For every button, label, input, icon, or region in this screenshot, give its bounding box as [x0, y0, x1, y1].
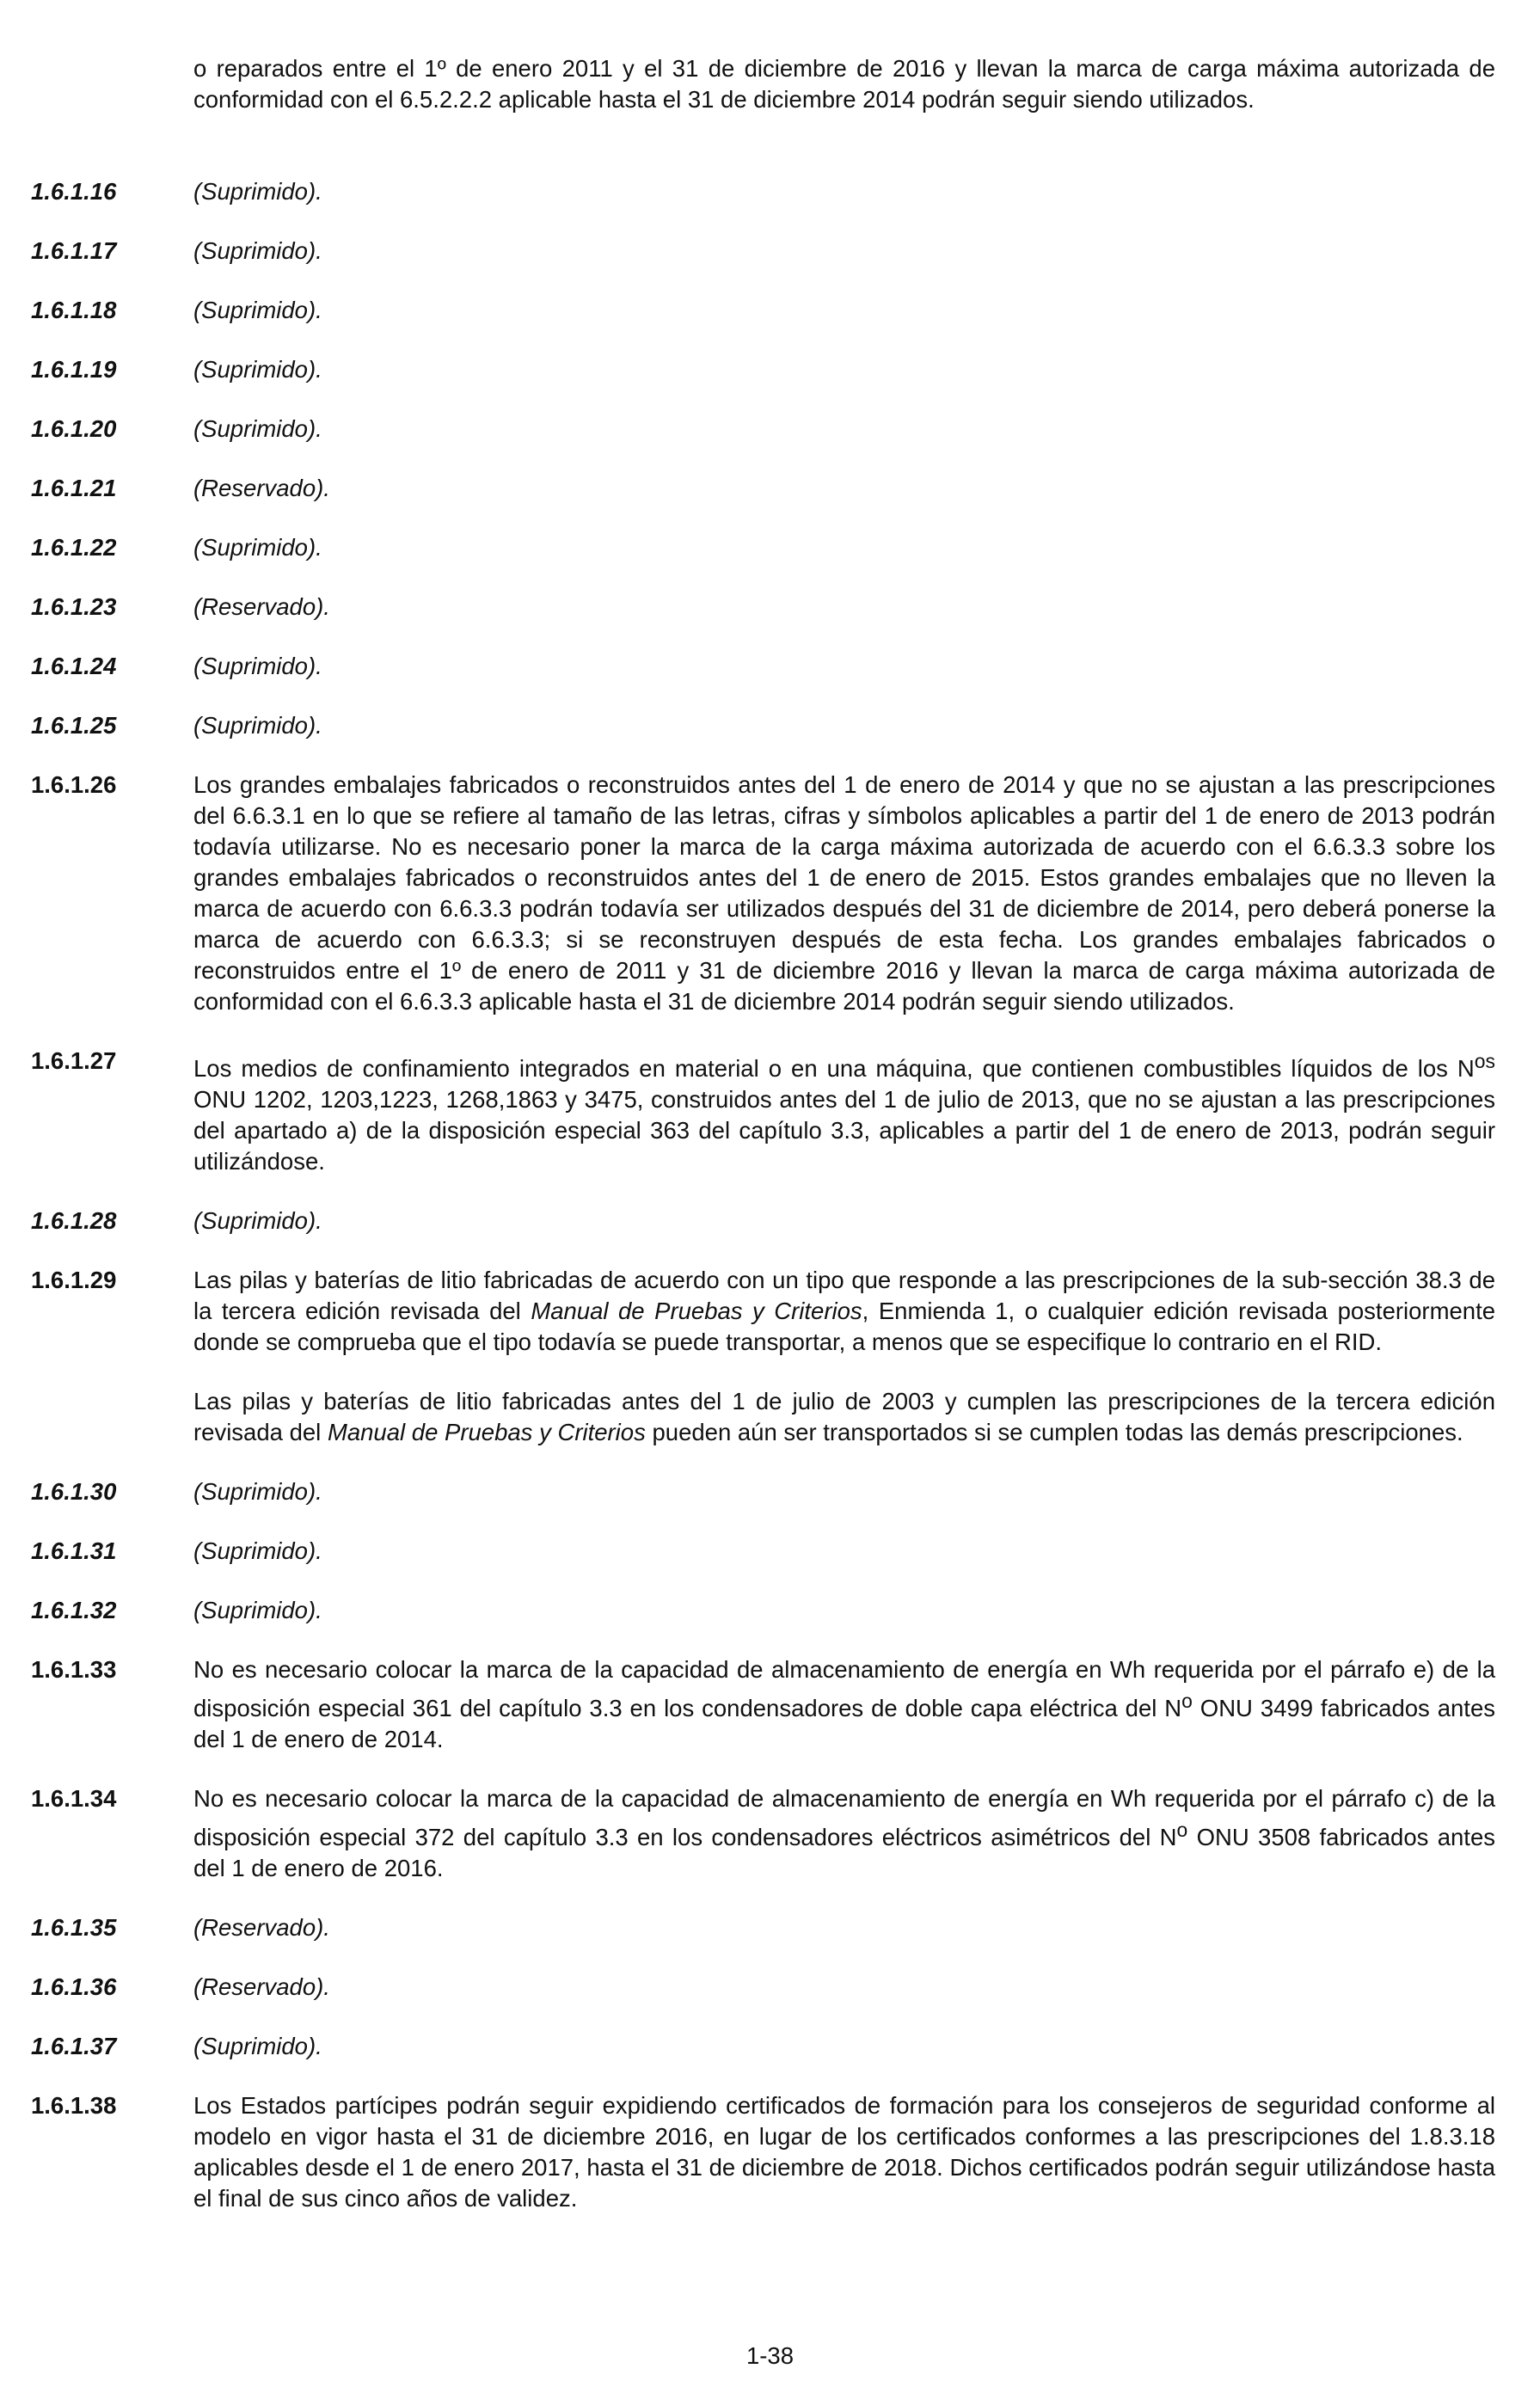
entry-number: 1.6.1.24 [31, 653, 117, 679]
entry-1-6-1-32 [31, 1595, 1495, 1626]
entry-1-6-1-29 [31, 1265, 1495, 1448]
entry-1-6-1-33 [31, 1654, 1495, 1755]
entry-1-6-1-31 [31, 1536, 1495, 1567]
entry-number: 1.6.1.34 [31, 1785, 117, 1813]
paragraph [193, 1386, 1495, 1448]
entry-1-6-1-34 [31, 1783, 1495, 1884]
entry-text: (Suprimido). [193, 534, 322, 561]
entry-text-part: ONU 1202, 1203,1223, 1268,1863 y 3475, construidos antes del 1 de julio de 2013, que no se ajustan a las prescripciones del apartado a) de la disposición especial 363 del capítulo 3.3, aplicables a partir del 1 de enero de 2013, podrán seguir utilizándose. [193, 1086, 1495, 1175]
entry-1-6-1-22 [31, 532, 1495, 563]
entry-text: (Suprimido). [193, 415, 322, 442]
entry-text-part: ONU 3499 fabricados antes del 1 de enero de 2014. [193, 1695, 1495, 1753]
entry-text: (Suprimido). [193, 178, 322, 205]
page-number: 1-38 [745, 2342, 795, 2369]
superscript: o [1181, 1690, 1193, 1713]
entry-number: 1.6.1.36 [31, 1973, 117, 2001]
entry-number: 1.6.1.17 [31, 237, 117, 264]
entry-text [193, 1265, 1495, 1448]
entry-1-6-1-18 [31, 295, 1495, 326]
entry-text: (Suprimido). [193, 1597, 322, 1624]
entry-text: (Suprimido). [193, 356, 322, 383]
entry-number: 1.6.1.35 [31, 1914, 117, 1942]
entry-1-6-1-38 [31, 2090, 1495, 2214]
entry-text: (Suprimido). [193, 1207, 322, 1235]
manual-title: Manual de Pruebas y Criterios [531, 1298, 862, 1325]
entry-number: 1.6.1.19 [31, 356, 117, 383]
entry-1-6-1-27 [31, 1046, 1495, 1177]
entry-text-part: ONU 3508 fabricados antes del 1 de enero de 2016. [193, 1824, 1495, 1882]
entry-text [193, 1654, 1495, 1755]
entry-text: (Suprimido). [193, 2033, 322, 2060]
entry-text: (Suprimido). [193, 297, 322, 323]
entry-text-part: Las pilas y baterías de litio fabricadas de acuerdo con un tipo que responde a las prescripciones de la sub-sección 38.3 de la tercera edición revisada del [193, 1267, 1495, 1325]
intro-paragraph: o reparados entre el 1º de enero 2011 y el 31 de diciembre de 2016 y llevan la marca de carga máxima autorizada de conformidad con el 6.5.2.2.2 aplicable hasta el 31 de diciembre 2014 podrán seguir siendo utilizados. [193, 55, 1495, 113]
manual-title: Manual de Pruebas y Criterios [327, 1419, 646, 1446]
entry-1-6-1-26 [31, 770, 1495, 1017]
entry-1-6-1-17 [31, 236, 1495, 267]
entry-number: 1.6.1.26 [31, 771, 117, 798]
entry-text-part: Los medios de confinamiento integrados en material o en una máquina, que contienen combustibles líquidos de los N [193, 1055, 1475, 1083]
entry-text [193, 1783, 1495, 1884]
entry-number: 1.6.1.18 [31, 297, 117, 323]
entry-number: 1.6.1.38 [31, 2092, 117, 2120]
entry-text-part: No es necesario colocar la marca de la capacidad de almacenamiento de energía en Wh requerida por el párrafo c) de la disposición especial 372 del capítulo 3.3 en los condensadores eléctricos asimétricos del N [193, 1785, 1495, 1851]
entry-number: 1.6.1.33 [31, 1656, 117, 1684]
entry-number: 1.6.1.22 [31, 534, 117, 561]
entry-1-6-1-37 [31, 2031, 1495, 2062]
entry-text: (Suprimido). [193, 1537, 322, 1565]
entry-text-part: Las pilas y baterías de litio fabricadas antes del 1 de julio de 2003 y cumplen las prescripciones de la tercera edición revisada del [193, 1388, 1495, 1446]
entry-text [193, 1046, 1495, 1177]
entry-1-6-1-28 [31, 1206, 1495, 1236]
entry-number: 1.6.1.37 [31, 2033, 117, 2060]
entry-text: (Reservado). [193, 1914, 330, 1942]
entry-number: 1.6.1.30 [31, 1478, 117, 1506]
entry-1-6-1-25 [31, 710, 1495, 741]
entry-1-6-1-30 [31, 1476, 1495, 1507]
entry-number: 1.6.1.28 [31, 1207, 117, 1235]
entry-1-6-1-19 [31, 354, 1495, 385]
entry-number: 1.6.1.27 [31, 1047, 117, 1074]
entry-text: (Reservado). [193, 1973, 330, 2001]
paragraph [193, 1265, 1495, 1358]
entries-list [31, 176, 1495, 2243]
entry-text: (Suprimido). [193, 712, 322, 739]
entry-text: Los Estados partícipes podrán seguir expidiendo certificados de formación para los consejeros de seguridad conforme al modelo en vigor hasta el 31 de diciembre 2016, en lugar de los certificados conformes a las prescripciones del 1.8.3.18 aplicables desde el 1 de enero 2017, hasta el 31 de diciembre de 2018. Dichos certificados podrán seguir utilizándose hasta el final de sus cinco años de validez. [193, 2092, 1495, 2212]
entry-text: Los grandes embalajes fabricados o reconstruidos antes del 1 de enero de 2014 y que no se ajustan a las prescripciones del 6.6.3.1 en lo que se refiere al tamaño de las letras, cifras y símbolos aplicables a partir del 1 de enero de 2013 podrán todavía utilizarse. No es necesario poner la marca de la carga máxima autorizada de acuerdo con el 6.6.3.3 sobre los grandes embalajes fabricados o reconstruidos antes del 1 de enero de 2015. Estos grandes embalajes que no lleven la marca de acuerdo con 6.6.3.3 podrán todavía ser utilizados después del 31 de diciembre de 2014, pero deberá ponerse la marca de acuerdo con 6.6.3.3; si se reconstruyen después de esta fecha. Los grandes embalajes fabricados o reconstruidos entre el 1º de enero de 2011 y 31 de diciembre 2016 y llevan la marca de carga máxima autorizada de conformidad con el 6.6.3.3 aplicable hasta el 31 de diciembre 2014 podrán seguir siendo utilizados. [193, 771, 1495, 1015]
superscript: os [1474, 1050, 1495, 1072]
entry-1-6-1-23 [31, 592, 1495, 623]
entry-number: 1.6.1.32 [31, 1597, 117, 1624]
entry-1-6-1-35 [31, 1912, 1495, 1943]
entry-1-6-1-24 [31, 651, 1495, 682]
entry-number: 1.6.1.16 [31, 178, 117, 205]
entry-number: 1.6.1.23 [31, 593, 117, 620]
entry-1-6-1-16 [31, 176, 1495, 207]
entry-text: (Reservado). [193, 475, 330, 501]
entry-number: 1.6.1.25 [31, 712, 117, 739]
entry-text-part: , Enmienda 1, o cualquier edición revisada posteriormente donde se comprueba que el tipo todavía se puede transportar, a menos que se especifique lo contrario en el RID. [193, 1298, 1496, 1356]
entry-text: (Suprimido). [193, 1478, 322, 1506]
entry-1-6-1-20 [31, 414, 1495, 445]
entry-number: 1.6.1.29 [31, 1267, 117, 1294]
entry-number: 1.6.1.20 [31, 415, 117, 442]
entry-text-part: pueden aún ser transportados si se cumplen todas las demás prescripciones. [645, 1419, 1463, 1446]
entry-1-6-1-36 [31, 1972, 1495, 2003]
entry-number: 1.6.1.31 [31, 1537, 117, 1565]
entry-text: (Reservado). [193, 593, 330, 620]
entry-text: (Suprimido). [193, 237, 322, 264]
entry-text: (Suprimido). [193, 653, 322, 679]
entry-number: 1.6.1.21 [31, 475, 117, 501]
superscript: o [1176, 1819, 1188, 1842]
entry-text-part: No es necesario colocar la marca de la capacidad de almacenamiento de energía en Wh requerida por el párrafo e) de la disposición especial 361 del capítulo 3.3 en los condensadores de doble capa eléctrica del N [193, 1656, 1495, 1722]
entry-1-6-1-21 [31, 473, 1495, 504]
